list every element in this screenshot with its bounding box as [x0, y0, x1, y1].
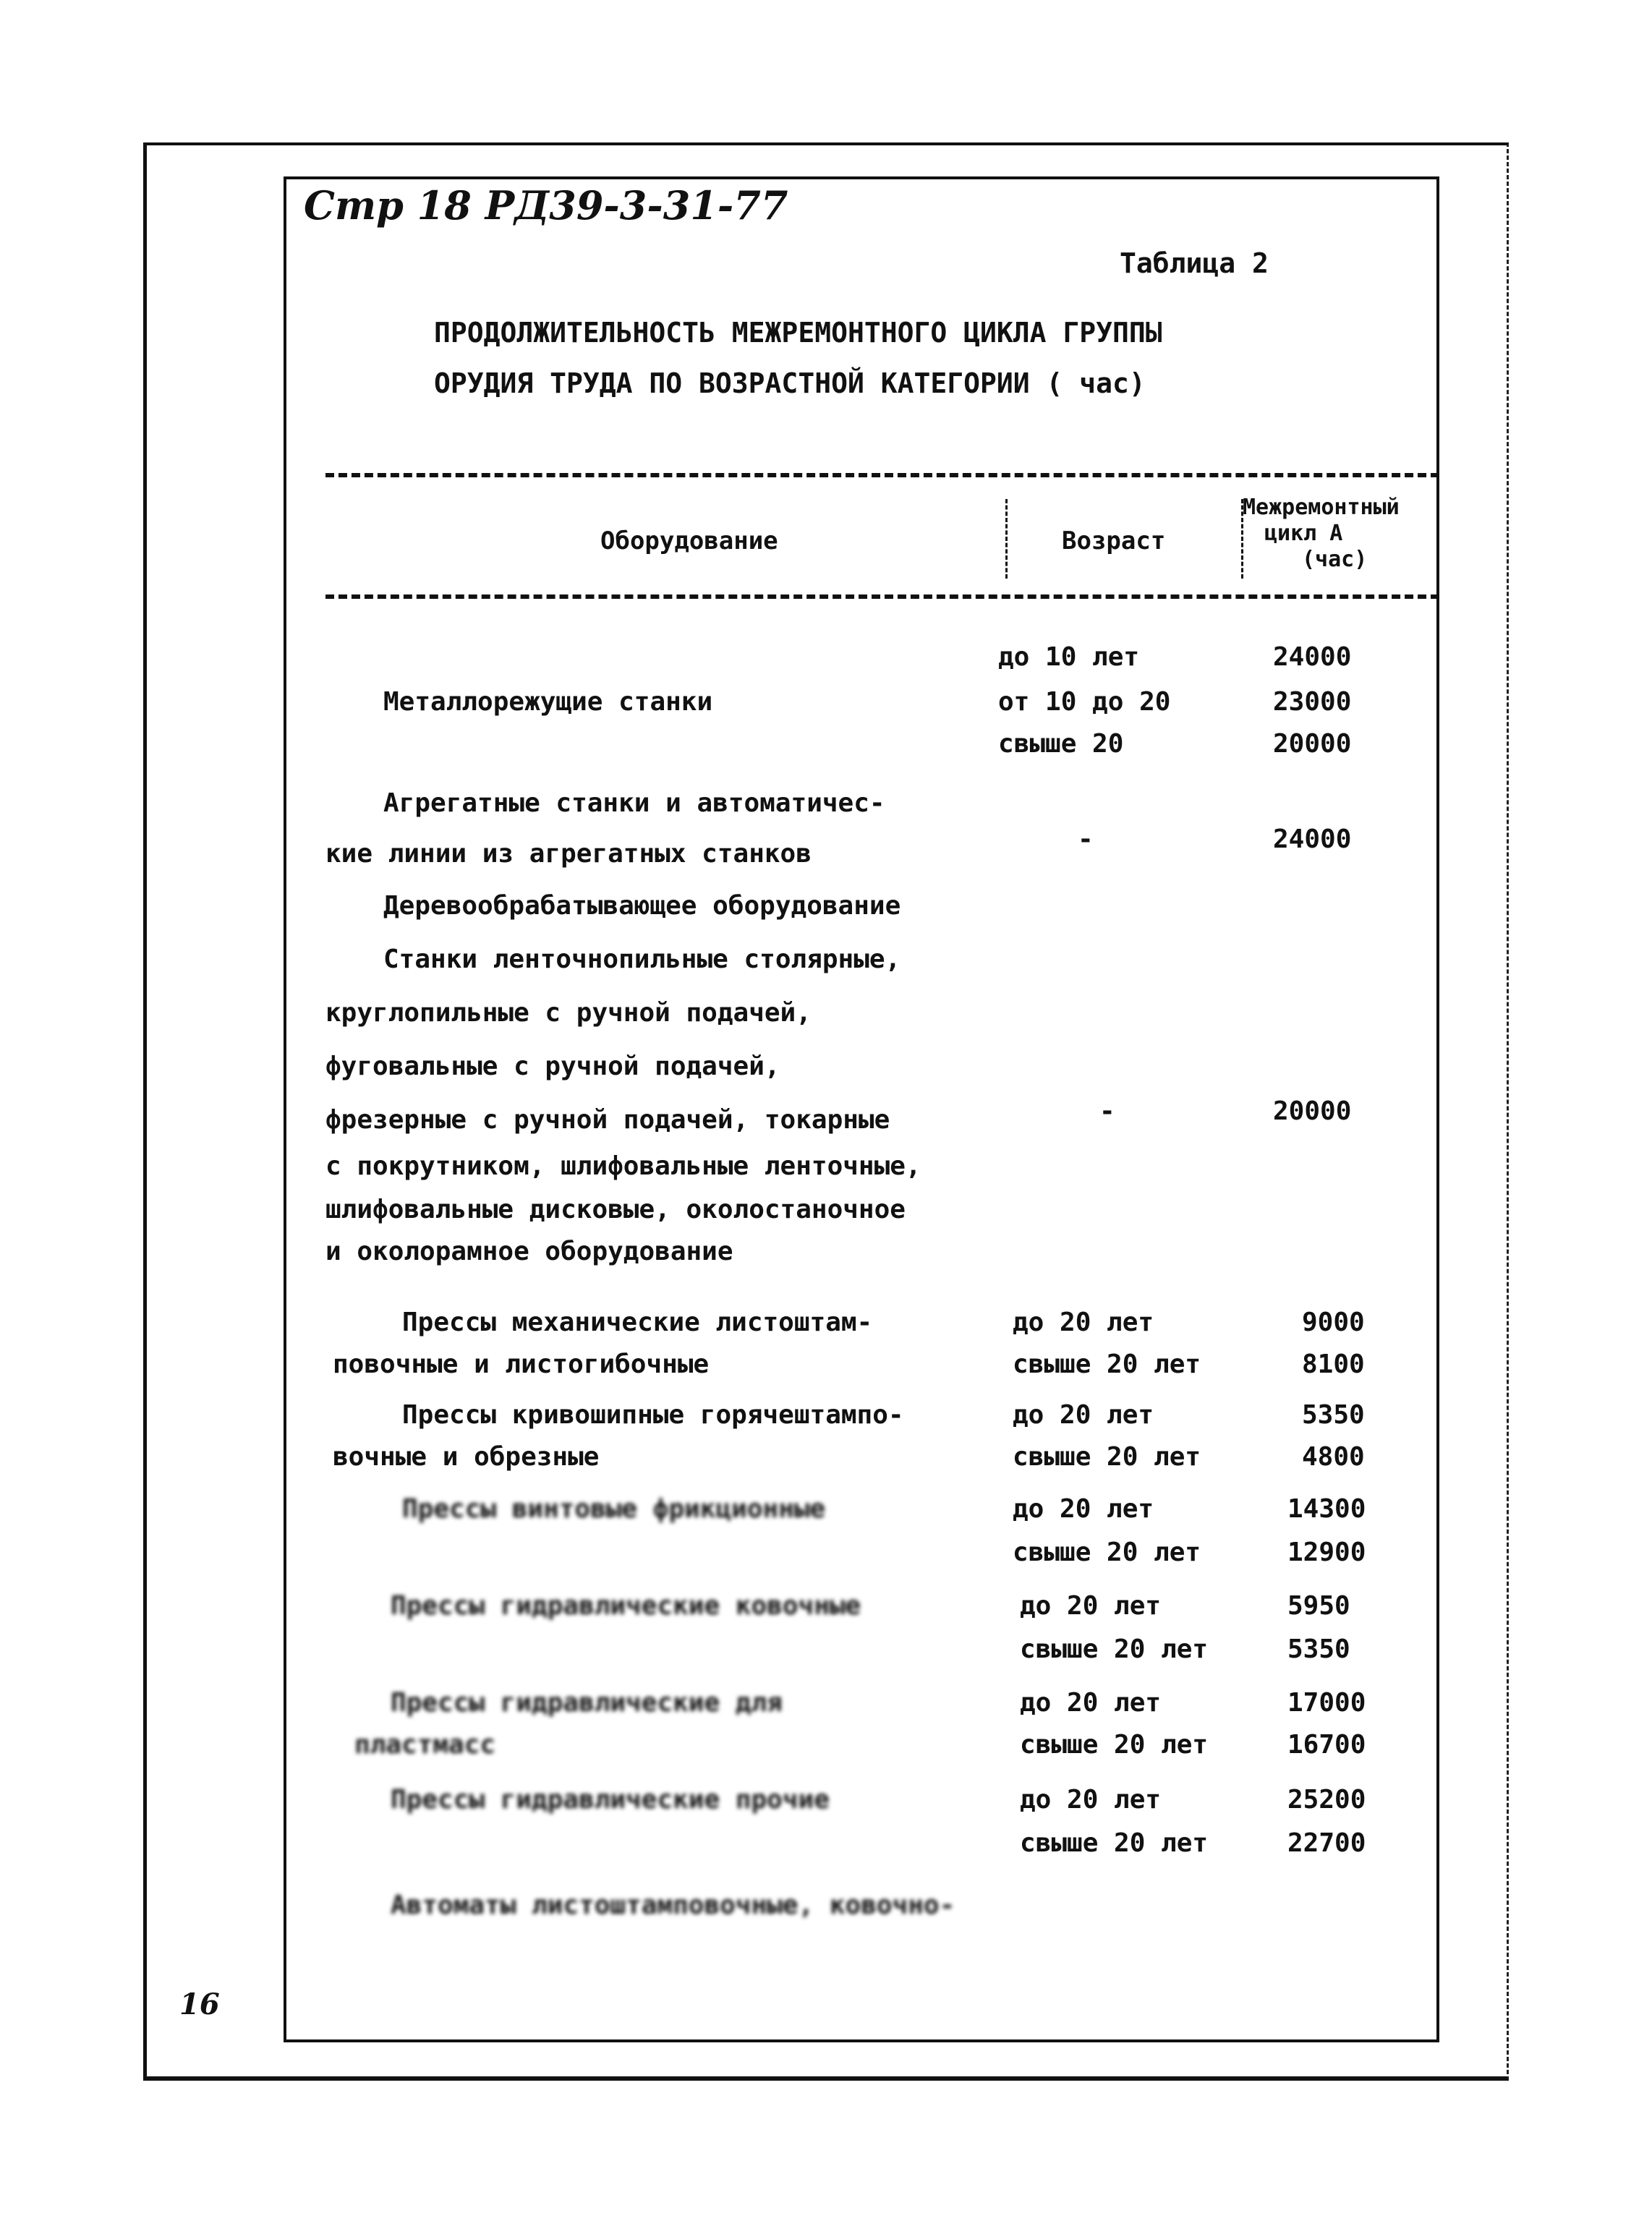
column-cycle-line-2: цикл А — [1264, 521, 1343, 546]
row-equipment-name: вочные и обрезные — [333, 1442, 600, 1472]
row-value: 17000 — [1287, 1688, 1366, 1718]
page-number: 16 — [179, 1987, 220, 2021]
row-age: до 10 лет — [998, 642, 1140, 672]
row-equipment-name: пластмасс — [354, 1730, 496, 1760]
row-equipment-name: фуговальные с ручной подачей, — [325, 1052, 780, 1081]
row-equipment-name: шлифовальные дисковые, околостаночное — [325, 1195, 906, 1224]
row-age: до 20 лет — [1020, 1591, 1162, 1621]
row-value: 4800 — [1302, 1442, 1365, 1472]
row-value: 24000 — [1273, 824, 1352, 854]
row-age: - — [1078, 824, 1094, 854]
row-age: до 20 лет — [1013, 1400, 1154, 1430]
row-equipment-name: с покрутником, шлифовальные ленточные, — [325, 1151, 921, 1181]
row-value: 16700 — [1287, 1730, 1366, 1760]
row-age: до 20 лет — [1020, 1785, 1162, 1815]
row-age: до 20 лет — [1020, 1688, 1162, 1718]
row-value: 5350 — [1287, 1634, 1350, 1664]
row-equipment-name: Агрегатные станки и автоматичес- — [383, 788, 885, 818]
table-top-rule — [325, 473, 1439, 477]
row-value: 20000 — [1273, 1096, 1352, 1126]
row-equipment-name: и околорамное оборудование — [325, 1237, 733, 1266]
row-equipment-name: Прессы кривошипные горячештампо- — [402, 1400, 904, 1430]
row-equipment-name: Автоматы листоштамповочные, ковочно- — [391, 1890, 955, 1920]
row-value: 23000 — [1273, 687, 1352, 717]
row-value: 25200 — [1287, 1785, 1366, 1815]
row-value: 8100 — [1302, 1350, 1365, 1379]
title-line-2: ОРУДИЯ ТРУДА ПО ВОЗРАСТНОЙ КАТЕГОРИИ ( час) — [434, 367, 1146, 399]
column-separator — [1005, 499, 1008, 579]
row-equipment-name: кие линии из агрегатных станков — [325, 839, 812, 869]
row-age: свыше 20 — [998, 729, 1124, 759]
row-age: до 20 лет — [1013, 1308, 1154, 1337]
column-age: Возраст — [1062, 527, 1166, 555]
table-header-rule — [325, 594, 1439, 599]
row-age: свыше 20 лет — [1020, 1828, 1209, 1858]
row-value: 12900 — [1287, 1538, 1366, 1567]
row-age: свыше 20 лет — [1013, 1442, 1201, 1472]
row-value: 24000 — [1273, 642, 1352, 672]
row-value: 22700 — [1287, 1828, 1366, 1858]
row-age: свыше 20 лет — [1013, 1538, 1201, 1567]
column-cycle-line-1: Межремонтный — [1243, 495, 1400, 520]
row-age: от 10 до 20 — [998, 687, 1171, 717]
row-equipment-name: Станки ленточнопильные столярные, — [383, 945, 901, 974]
row-age: до 20 лет — [1013, 1494, 1154, 1524]
header-note: Стр 18 РД39-3-31-77 — [304, 182, 788, 229]
row-value: 20000 — [1273, 729, 1352, 759]
row-equipment-name: Прессы гидравлические ковочные — [391, 1591, 861, 1621]
row-value: 5950 — [1287, 1591, 1350, 1621]
row-equipment-name: Металлорежущие станки — [383, 687, 713, 717]
row-value: 14300 — [1287, 1494, 1366, 1524]
row-age: свыше 20 лет — [1020, 1730, 1209, 1760]
row-equipment-name: Прессы механические листоштам- — [402, 1308, 873, 1337]
title-line-1: ПРОДОЛЖИТЕЛЬНОСТЬ МЕЖРЕМОНТНОГО ЦИКЛА ГРУППЫ — [434, 317, 1162, 349]
row-value: 5350 — [1302, 1400, 1365, 1430]
row-age: - — [1099, 1096, 1115, 1126]
column-cycle-line-3: (час) — [1302, 547, 1368, 572]
row-equipment-name: Прессы гидравлические для — [391, 1688, 783, 1718]
row-equipment-name: Деревообрабатывающее оборудование — [383, 891, 901, 921]
row-value: 9000 — [1302, 1308, 1365, 1337]
table-number: Таблица 2 — [1120, 247, 1269, 279]
row-age: свыше 20 лет — [1013, 1350, 1201, 1379]
row-equipment-name: Прессы винтовые фрикционные — [402, 1494, 826, 1524]
row-equipment-name: круглопильные с ручной подачей, — [325, 998, 812, 1028]
row-equipment-name: фрезерные с ручной подачей, токарные — [325, 1105, 890, 1135]
row-equipment-name: Прессы гидравлические прочие — [391, 1785, 830, 1815]
row-equipment-name: повочные и листогибочные — [333, 1350, 710, 1379]
row-age: свыше 20 лет — [1020, 1634, 1209, 1664]
column-equipment: Оборудование — [600, 527, 778, 555]
